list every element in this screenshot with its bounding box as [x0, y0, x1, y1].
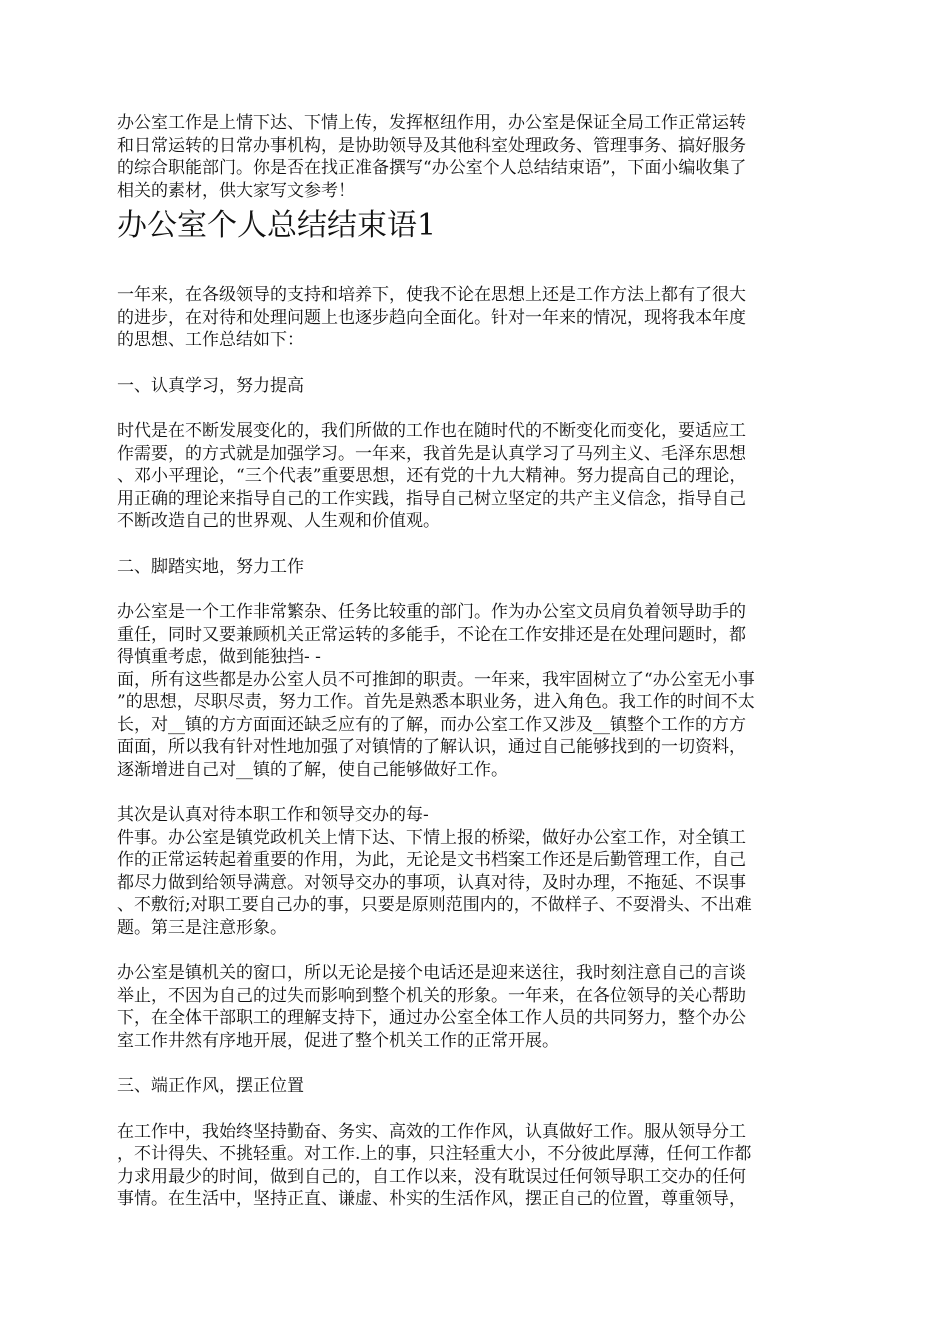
text-line: 面，所有这些都是办公室人员不可推卸的职责。一年来，我牢固树立了“办公室无小事: [117, 669, 755, 690]
text-line: 室工作井然有序地开展，促进了整个机关工作的正常开展。: [117, 1030, 559, 1051]
text-line: 力求用最少的时间，做到自己的，自工作以来，没有耽误过任何领导职工交办的任何: [117, 1166, 746, 1187]
paragraph-duties: [117, 804, 832, 939]
paragraph-opening: [117, 284, 832, 352]
text-line: 逐渐增进自己对__镇的了解，使自己能够做好工作。: [117, 759, 508, 780]
text-line: 用正确的理论来指导自己的工作实践，指导自己树立坚定的共产主义信念，指导自己: [117, 488, 746, 509]
text-line: 在工作中，我始终坚持勤奋、务实、高效的工作作风，认真做好工作。服从领导分工: [117, 1121, 746, 1142]
paragraph-study: [117, 420, 832, 533]
text-line: 、不敷衍;对职工要自己办的事，只要是原则范围内的，不做样子、不耍滑头、不出难: [117, 895, 752, 915]
text-line: 一年来，在各级领导的支持和培养下，使我不论在思想上还是工作方法上都有了很大: [117, 285, 746, 305]
text-line: 相关的素材，供大家写文参考！: [117, 180, 355, 201]
text-line: 重任，同时又要兼顾机关正常运转的多能手，不论在工作安排还是在处理问题时，都: [117, 624, 746, 645]
text-line: 其次是认真对待本职工作和领导交办的每-: [117, 805, 429, 825]
text-line: 得慎重考虑，做到能独挡- -: [117, 647, 321, 667]
text-line: ”的思想，尽职尽责，努力工作。首先是熟悉本职业务，进入角色。我工作的时间不太: [117, 692, 755, 712]
text-line: 办公室是镇机关的窗口，所以无论是接个电话还是迎来送往，我时刻注意自己的言谈: [117, 963, 746, 983]
text-line: 都尽力做到给领导满意。对领导交办的事项，认真对待，及时办理，不拖延、不误事: [117, 872, 746, 893]
text-line: 面面，所以我有针对性地加强了对镇情的了解认识，通过自己能够找到的一切资料，: [117, 737, 746, 757]
text-line: 时代是在不断发展变化的，我们所做的工作也在随时代的不断变化而变化，要适应工: [117, 421, 746, 441]
text-line: 举止，不因为自己的过失而影响到整个机关的形象。一年来，在各位领导的关心帮助: [117, 985, 746, 1006]
paragraph-image: [117, 962, 832, 1052]
document-title: 办公室个人总结结束语1: [117, 208, 437, 243]
text-line: 办公室是一个工作非常繁杂、任务比较重的部门。作为办公室文员肩负着领导助手的: [117, 602, 746, 622]
section-heading-2: 二、脚踏实地，努力工作: [117, 556, 304, 577]
text-line: 和日常运转的日常办事机构，是协助领导及其他科室处理政务、管理事务、搞好服务: [117, 135, 746, 156]
text-line: 作需要，的方式就是加强学习。一年来，我首先是认真学习了马列主义、毛泽东思想: [117, 443, 746, 464]
text-line: 事情。在生活中，坚持正直、谦虚、朴实的生活作风，摆正自己的位置，尊重领导，: [117, 1189, 746, 1209]
text-line: 作的正常运转起着重要的作用，为此，无论是文书档案工作还是后勤管理工作，自己: [117, 850, 746, 870]
text-line: 、邓小平理论，“三个代表”重要思想，还有党的十九大精神。努力提高自己的理论，: [117, 466, 747, 486]
paragraph-work: [117, 601, 832, 781]
text-line: 的综合职能部门。你是否在找正准备撰写“办公室个人总结结束语”，下面小编收集了: [117, 158, 747, 178]
paragraph-style: [117, 1121, 832, 1211]
text-line: 题。第三是注意形象。: [117, 917, 287, 938]
text-line: 下，在全体干部职工的理解支持下，通过办公室全体工作人员的共同努力，整个办公: [117, 1008, 746, 1028]
section-heading-3: 三、端正作风，摆正位置: [117, 1076, 304, 1096]
document-page: [117, 112, 832, 1211]
text-line: 件事。办公室是镇党政机关上情下达、下情上报的桥梁，做好办公室工作，对全镇工: [117, 827, 746, 848]
text-line: 办公室工作是上情下达、下情上传，发挥枢纽作用，办公室是保证全局工作正常运转: [117, 113, 746, 133]
intro-paragraph: [117, 112, 832, 202]
text-line: 的进步，在对待和处理问题上也逐步趋向全面化。针对一年来的情况，现将我本年度: [117, 307, 746, 328]
text-line: 的思想、工作总结如下：: [117, 330, 304, 350]
text-line: 不断改造自己的世界观、人生观和价值观。: [117, 511, 440, 531]
text-line: 长，对__镇的方方面面还缺乏应有的了解，而办公室工作又涉及__镇整个工作的方方: [117, 714, 746, 735]
section-heading-1: 一、认真学习，努力提高: [117, 375, 304, 396]
text-line: ，不计得失、不挑轻重。对工作.上的事，只注轻重大小，不分彼此厚薄，任何工作都: [117, 1144, 752, 1164]
